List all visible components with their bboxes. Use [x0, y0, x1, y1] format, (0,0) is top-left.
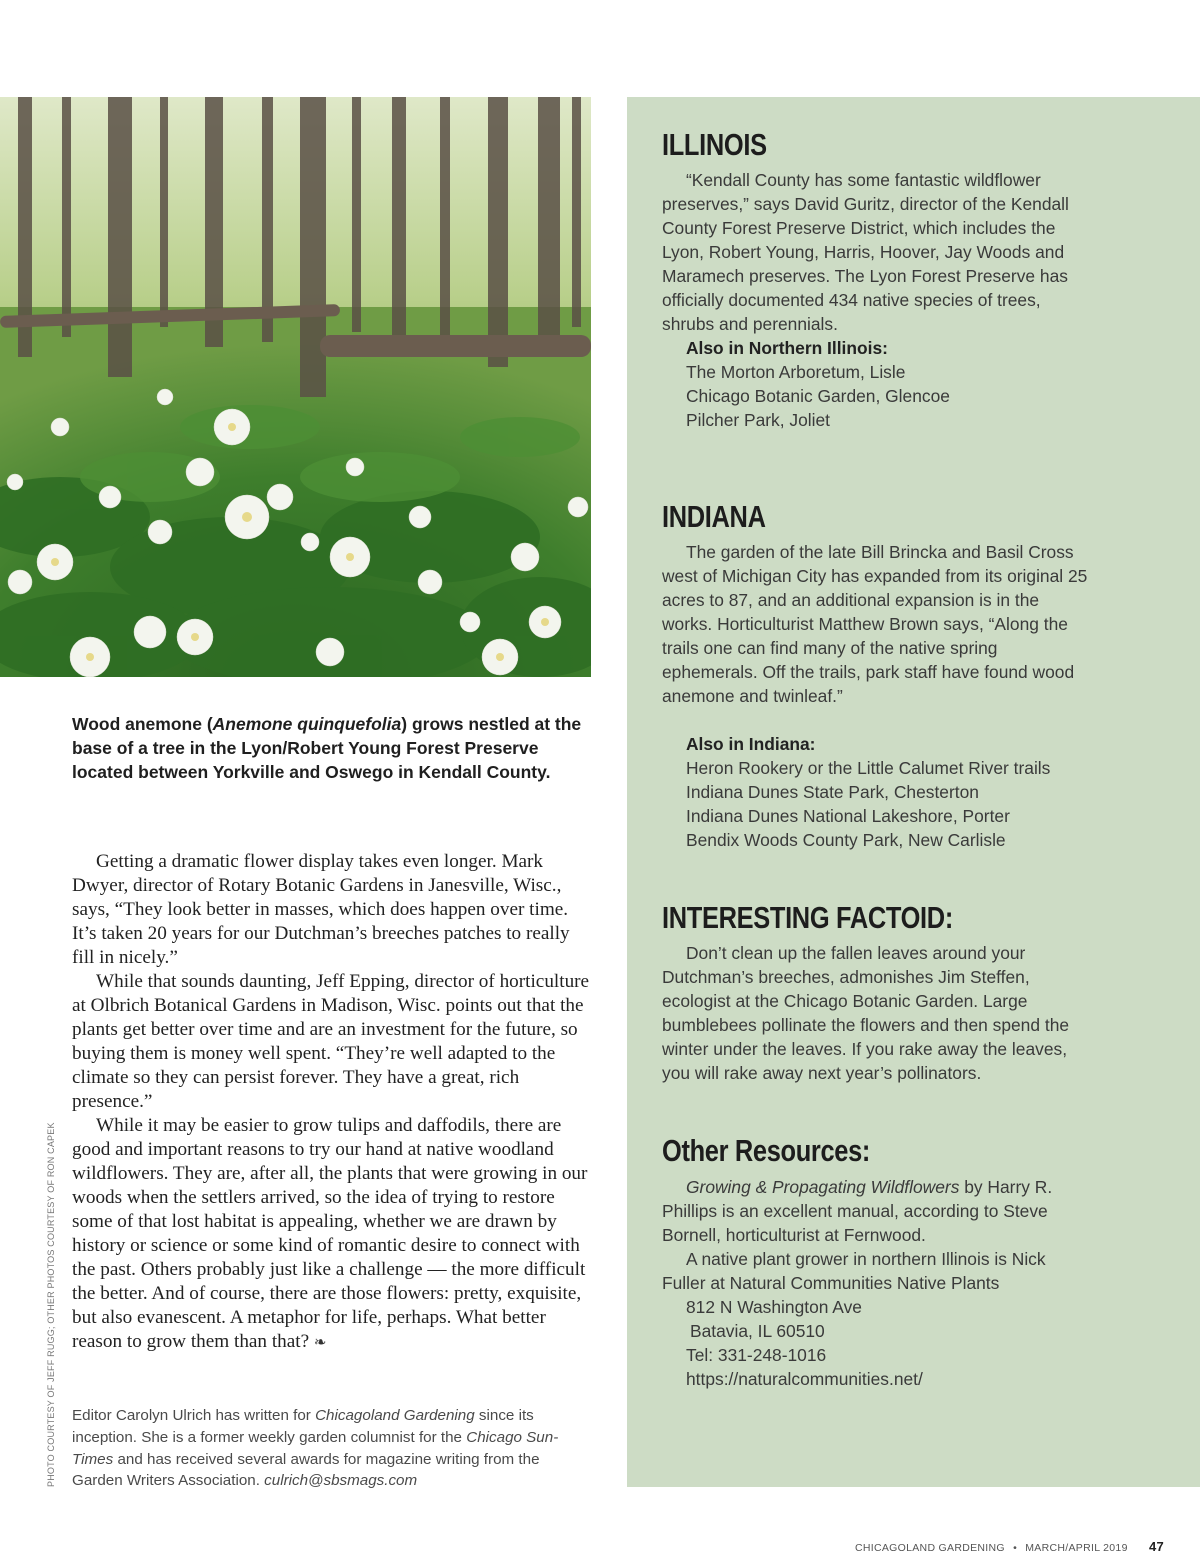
photo-caption: [72, 712, 587, 784]
resources-book-text: [662, 1175, 1092, 1247]
footer-separator: •: [1013, 1542, 1018, 1554]
indiana-text: The garden of the late Bill Brincka and Basil Cross west of Michigan City has expanded from its original 25 acres to 87, and an additional expansion is in the works. Horticulturist Matthew Brown says, “Along the trails one can find many of the native spring ephemerals. Off the trails, park staff have found wood anemone and twinleaf.”: [662, 542, 1088, 706]
resources-section: [662, 1133, 1092, 1391]
grower-address: [686, 1295, 1092, 1391]
factoid-section: [662, 900, 1092, 1085]
list-item: The Morton Arboretum, Lisle: [686, 362, 906, 382]
end-mark-icon: ❧: [313, 1335, 327, 1351]
factoid-heading: INTERESTING FACTOID:: [662, 900, 953, 935]
address-website-link[interactable]: https://naturalcommunities.net/: [686, 1369, 923, 1389]
illinois-heading: ILLINOIS: [662, 127, 767, 162]
article-paragraph: Getting a dramatic flower display takes even longer. Mark Dwyer, director of Rotary Botanic Gardens in Janesville, Wisc., says, “They look better in masses, which does happen over time. It’s taken 20 years for our Dutchman’s breeches patches to really fill in nicely.”: [72, 851, 570, 968]
page-number: 47: [1148, 1539, 1164, 1554]
page-footer: [855, 1539, 1164, 1554]
bio-publication: Chicago Sun-Times: [72, 1428, 559, 1468]
resources-heading: Other Resources:: [662, 1133, 871, 1168]
list-item: Chicago Botanic Garden, Glencoe: [686, 386, 950, 406]
book-title: Growing & Propagating Wildflowers: [686, 1177, 960, 1197]
list-item: Bendix Woods County Park, New Carlisle: [686, 830, 1006, 850]
article-body: [72, 850, 592, 1355]
list-item: Pilcher Park, Joliet: [686, 410, 831, 430]
article-paragraph: [72, 1114, 592, 1355]
caption-text: Wood anemone (: [72, 714, 213, 734]
caption-species-name: Anemone quinquefolia: [212, 714, 402, 734]
list-item: Heron Rookery or the Little Calumet River trails: [686, 758, 1051, 778]
issue-date: MARCH/APRIL 2019: [1025, 1542, 1128, 1554]
forest-illustration: [0, 97, 591, 677]
address-phone: Tel: 331-248-1016: [686, 1345, 827, 1365]
bio-text: and has received several awards for magazine writing from the Garden Writers Association.: [72, 1450, 540, 1490]
illinois-also-heading: Also in Northern Illinois:: [686, 338, 888, 358]
article-paragraph-text: While it may be easier to grow tulips and daffodils, there are good and important reasons to try our hand at native woodland wildflowers. They are, after all, the plants that were growing in our woods when the settlers arrived, so the idea of trying to restore some of that lost habitat is appealing, whether we are drawn by history or science or some kind of romantic desire to connect with the past. Others probably just like a challenge — the more difficult the better. And of course, there are those flowers: pretty, exquisite, but also evanescent. A metaphor for life, perhaps. What better reason to grow them than that?: [72, 1115, 588, 1352]
article-paragraph: While that sounds daunting, Jeff Epping, director of horticulture at Olbrich Botanical Gardens in Madison, Wisc. points out that the plants get better over time and are an investment for the future, so buying them is money well spent. “They’re well adapted to the climate so they can persist forever. They have a great, rich presence.”: [72, 971, 590, 1112]
indiana-also-list: [686, 756, 1092, 852]
list-item: Indiana Dunes State Park, Chesterton: [686, 782, 979, 802]
list-item: Indiana Dunes National Lakeshore, Porter: [686, 806, 1010, 826]
bio-publication: Chicagoland Gardening: [315, 1407, 475, 1424]
factoid-text: Don’t clean up the fallen leaves around your Dutchman’s breeches, admonishes Jim Steffen, ecologist at the Chicago Botanic Garden. Large bumblebees pollinate the flowers and then spend the winter under the leaves. If you rake away the leaves, you will rake away next year’s pollinators.: [662, 943, 1070, 1083]
author-email[interactable]: culrich@sbsmags.com: [264, 1472, 418, 1490]
indiana-section: [662, 499, 1092, 852]
resources-grower-text: A native plant grower in northern Illinois is Nick Fuller at Natural Communities Native Plants: [662, 1249, 1046, 1293]
photo-credit: PHOTO COURTESY OF JEFF RUGG; OTHER PHOTOS COURTESY OF RON CAPEK: [46, 1122, 56, 1487]
illinois-section: [662, 127, 1092, 432]
illinois-text: “Kendall County has some fantastic wildflower preserves,” says David Guritz, director of the Kendall County Forest Preserve District, which includes the Lyon, Robert Young, Harris, Hoover, Jay Woods and Maramech preserves. The Lyon Forest Preserve has officially documented 434 native species of trees, shrubs and perennials.: [662, 170, 1069, 334]
indiana-heading: INDIANA: [662, 499, 766, 534]
bio-text: since its inception. She is a former weekly garden columnist for the: [72, 1407, 534, 1446]
illinois-also-list: [686, 360, 1092, 432]
address-city: Batavia, IL 60510: [690, 1321, 825, 1341]
book-description: by Harry R. Phillips is an excellent manual, according to Steve Bornell, horticulturist at Fernwood.: [662, 1177, 1053, 1245]
address-street: 812 N Washington Ave: [686, 1297, 862, 1317]
indiana-also-heading: Also in Indiana:: [686, 734, 816, 754]
author-bio: [72, 1405, 592, 1492]
wood-anemone-photo: [0, 97, 591, 677]
caption-text: ) grows nestled at the base of a tree in the Lyon/Robert Young Forest Preserve located between Yorkville and Oswego in Kendall County.: [72, 714, 582, 782]
bio-text: Editor Carolyn Ulrich has written for: [72, 1407, 316, 1424]
magazine-name: CHICAGOLAND GARDENING: [855, 1542, 1005, 1554]
regional-sidebar: [627, 97, 1200, 1487]
